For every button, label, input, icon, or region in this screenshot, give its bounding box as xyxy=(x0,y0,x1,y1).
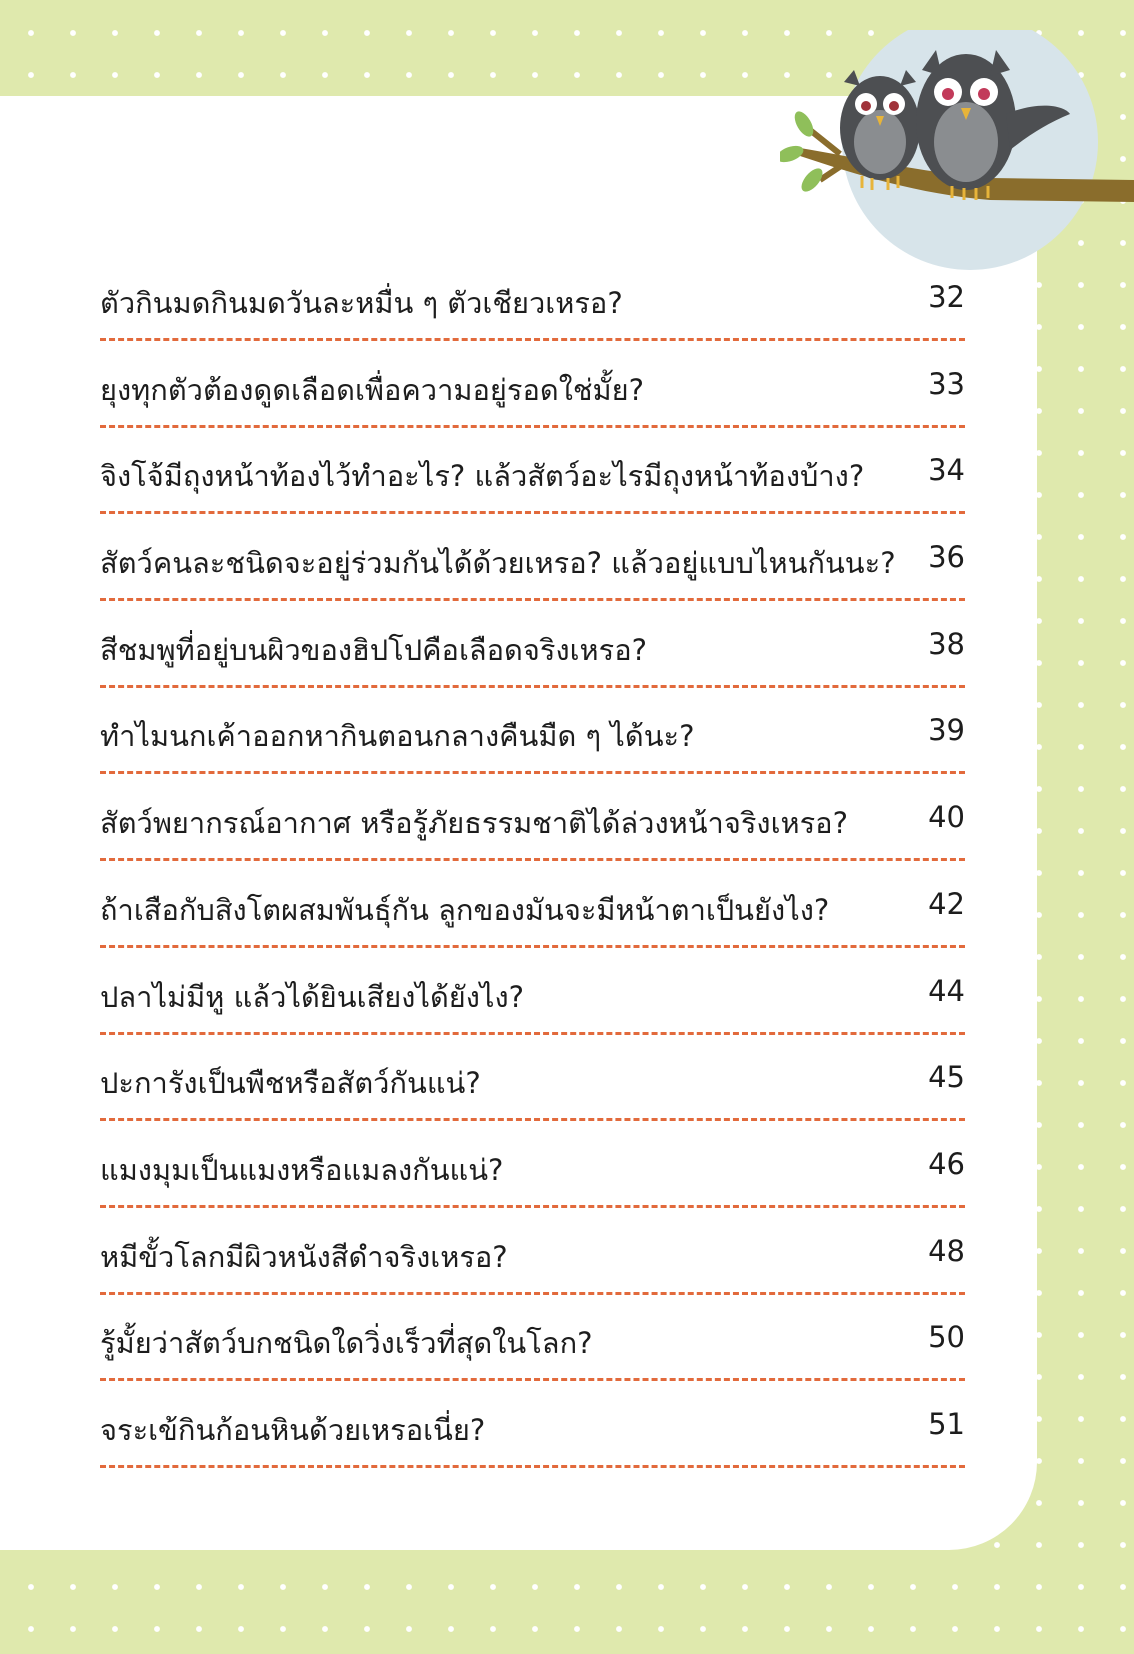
dotted-leader-line xyxy=(100,771,965,774)
dotted-leader-line xyxy=(100,338,965,341)
dotted-leader-line xyxy=(100,425,965,428)
toc-entry-page-number: 51 xyxy=(928,1406,965,1441)
toc-entry-title: ตัวกินมดกินมดวันละหมื่น ๆ ตัวเชียวเหรอ? xyxy=(100,286,623,320)
toc-entry[interactable] xyxy=(100,1125,965,1212)
toc-entry[interactable] xyxy=(100,345,965,432)
toc-entry-page-number: 34 xyxy=(928,453,965,488)
toc-entry[interactable] xyxy=(100,952,965,1039)
dotted-leader-line xyxy=(100,1292,965,1295)
toc-entry[interactable] xyxy=(100,1212,965,1299)
dotted-leader-line xyxy=(100,511,965,514)
toc-entry-title: จระเข้กินก้อนหินด้วยเหรอเนี่ย? xyxy=(100,1412,486,1447)
dotted-leader-line xyxy=(100,1032,965,1035)
toc-entry-page-number: 48 xyxy=(928,1233,965,1268)
dotted-leader-line xyxy=(100,858,965,861)
toc-entry-page-number: 46 xyxy=(928,1146,965,1181)
two-owls-on-branch-icon xyxy=(780,30,1134,270)
toc-entry[interactable] xyxy=(100,1298,965,1385)
toc-entry-page-number: 36 xyxy=(928,540,965,575)
dotted-leader-line xyxy=(100,598,965,601)
toc-entry-page-number: 44 xyxy=(928,973,965,1008)
toc-entry-page-number: 50 xyxy=(928,1320,965,1355)
toc-entry[interactable] xyxy=(100,1385,965,1472)
toc-entry-title: แมงมุมเป็นแมงหรือแมลงกันแน่? xyxy=(100,1152,504,1187)
toc-entry[interactable] xyxy=(100,605,965,692)
toc-entry-page-number: 40 xyxy=(928,800,965,835)
dotted-leader-line xyxy=(100,1378,965,1381)
toc-entry[interactable] xyxy=(100,258,965,345)
toc-entry-title: ยุงทุกตัวต้องดูดเลือดเพื่อความอยู่รอดใช่มั้ย? xyxy=(100,372,645,407)
table-of-contents xyxy=(100,258,965,1472)
toc-entry-title: ถ้าเสือกับสิงโตผสมพันธุ์กัน ลูกของมันจะมีหน้าตาเป็นยังไง? xyxy=(100,892,830,927)
toc-entry-title: สีชมพูที่อยู่บนผิวของฮิปโปคือเลือดจริงเหรอ? xyxy=(100,632,648,667)
toc-entry-page-number: 33 xyxy=(928,366,965,401)
toc-entry-page-number: 32 xyxy=(928,280,965,314)
toc-entry[interactable] xyxy=(100,518,965,605)
toc-entry-title: ทำไมนกเค้าออกหากินตอนกลางคืนมืด ๆ ได้นะ? xyxy=(100,719,695,754)
toc-entry-title: รู้มั้ยว่าสัตว์บกชนิดใดวิ่งเร็วที่สุดในโลก? xyxy=(100,1326,593,1361)
toc-entry[interactable] xyxy=(100,865,965,952)
toc-entry[interactable] xyxy=(100,778,965,865)
toc-entry-title: สัตว์คนละชนิดจะอยู่ร่วมกันได้ด้วยเหรอ? แล้วอยู่แบบไหนกันนะ? xyxy=(100,546,896,581)
dotted-leader-line xyxy=(100,1118,965,1121)
toc-entry-page-number: 39 xyxy=(928,713,965,748)
toc-entry-title: ปลาไม่มีหู แล้วได้ยินเสียงได้ยังไง? xyxy=(100,979,525,1014)
toc-entry-title: หมีขั้วโลกมีผิวหนังสีดำจริงเหรอ? xyxy=(100,1239,508,1274)
toc-entry-page-number: 45 xyxy=(928,1060,965,1095)
toc-entry-title: สัตว์พยากรณ์อากาศ หรือรู้ภัยธรรมชาติได้ล่วงหน้าจริงเหรอ? xyxy=(100,806,848,841)
dotted-leader-line xyxy=(100,945,965,948)
toc-entry[interactable] xyxy=(100,431,965,518)
dotted-leader-line xyxy=(100,1205,965,1208)
toc-entry-page-number: 38 xyxy=(928,626,965,661)
toc-entry-title: จิงโจ้มีถุงหน้าท้องไว้ทำอะไร? แล้วสัตว์อะไรมีถุงหน้าท้องบ้าง? xyxy=(100,459,865,494)
dotted-leader-line xyxy=(100,1465,965,1468)
toc-entry[interactable] xyxy=(100,691,965,778)
toc-entry-page-number: 42 xyxy=(928,886,965,921)
toc-entry[interactable] xyxy=(100,1038,965,1125)
dotted-leader-line xyxy=(100,685,965,688)
toc-entry-title: ปะการังเป็นพืชหรือสัตว์กันแน่? xyxy=(100,1066,481,1101)
